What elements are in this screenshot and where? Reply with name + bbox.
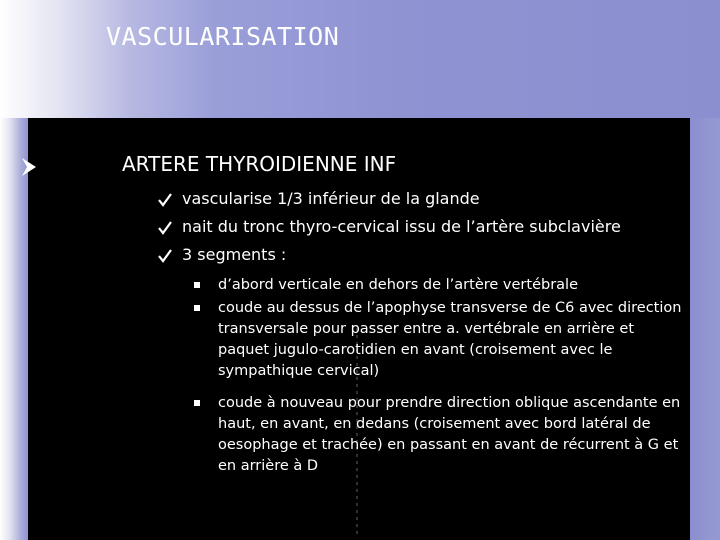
segment-item: coude au dessus de l’apophyse transverse de C6 avec direction transversale pour passer entre a. vertébrale en arrière et paquet jugulo-carotidien en avant (croisement avec le sympathique cervical) xyxy=(218,300,682,379)
slide-title: VASCULARISATION xyxy=(106,22,340,51)
arrow-bullet-icon xyxy=(22,158,36,176)
right-decorative-band xyxy=(690,118,720,540)
segment-item: d’abord verticale en dehors de l’artère vertébrale xyxy=(218,277,578,293)
section-heading: ARTERE THYROIDIENNE INF xyxy=(122,152,397,176)
header-band xyxy=(0,0,720,118)
left-decorative-band xyxy=(0,118,28,540)
check-mark-icon xyxy=(158,193,172,207)
square-bullet-icon xyxy=(194,305,200,311)
point-item: 3 segments : xyxy=(182,245,287,264)
point-item: vascularise 1/3 inférieur de la glande xyxy=(182,189,480,208)
segment-item: coude à nouveau pour prendre direction oblique ascendante en haut, en avant, en dedans (croisement avec bord latéral de oesophage et trachée) en passant en avant de récurrent à G et en arrière à D xyxy=(218,395,681,474)
square-bullet-icon xyxy=(194,282,200,288)
check-mark-icon xyxy=(158,249,172,263)
point-item: nait du tronc thyro-cervical issu de l’artère subclavière xyxy=(182,217,621,236)
check-mark-icon xyxy=(158,221,172,235)
square-bullet-icon xyxy=(194,400,200,406)
